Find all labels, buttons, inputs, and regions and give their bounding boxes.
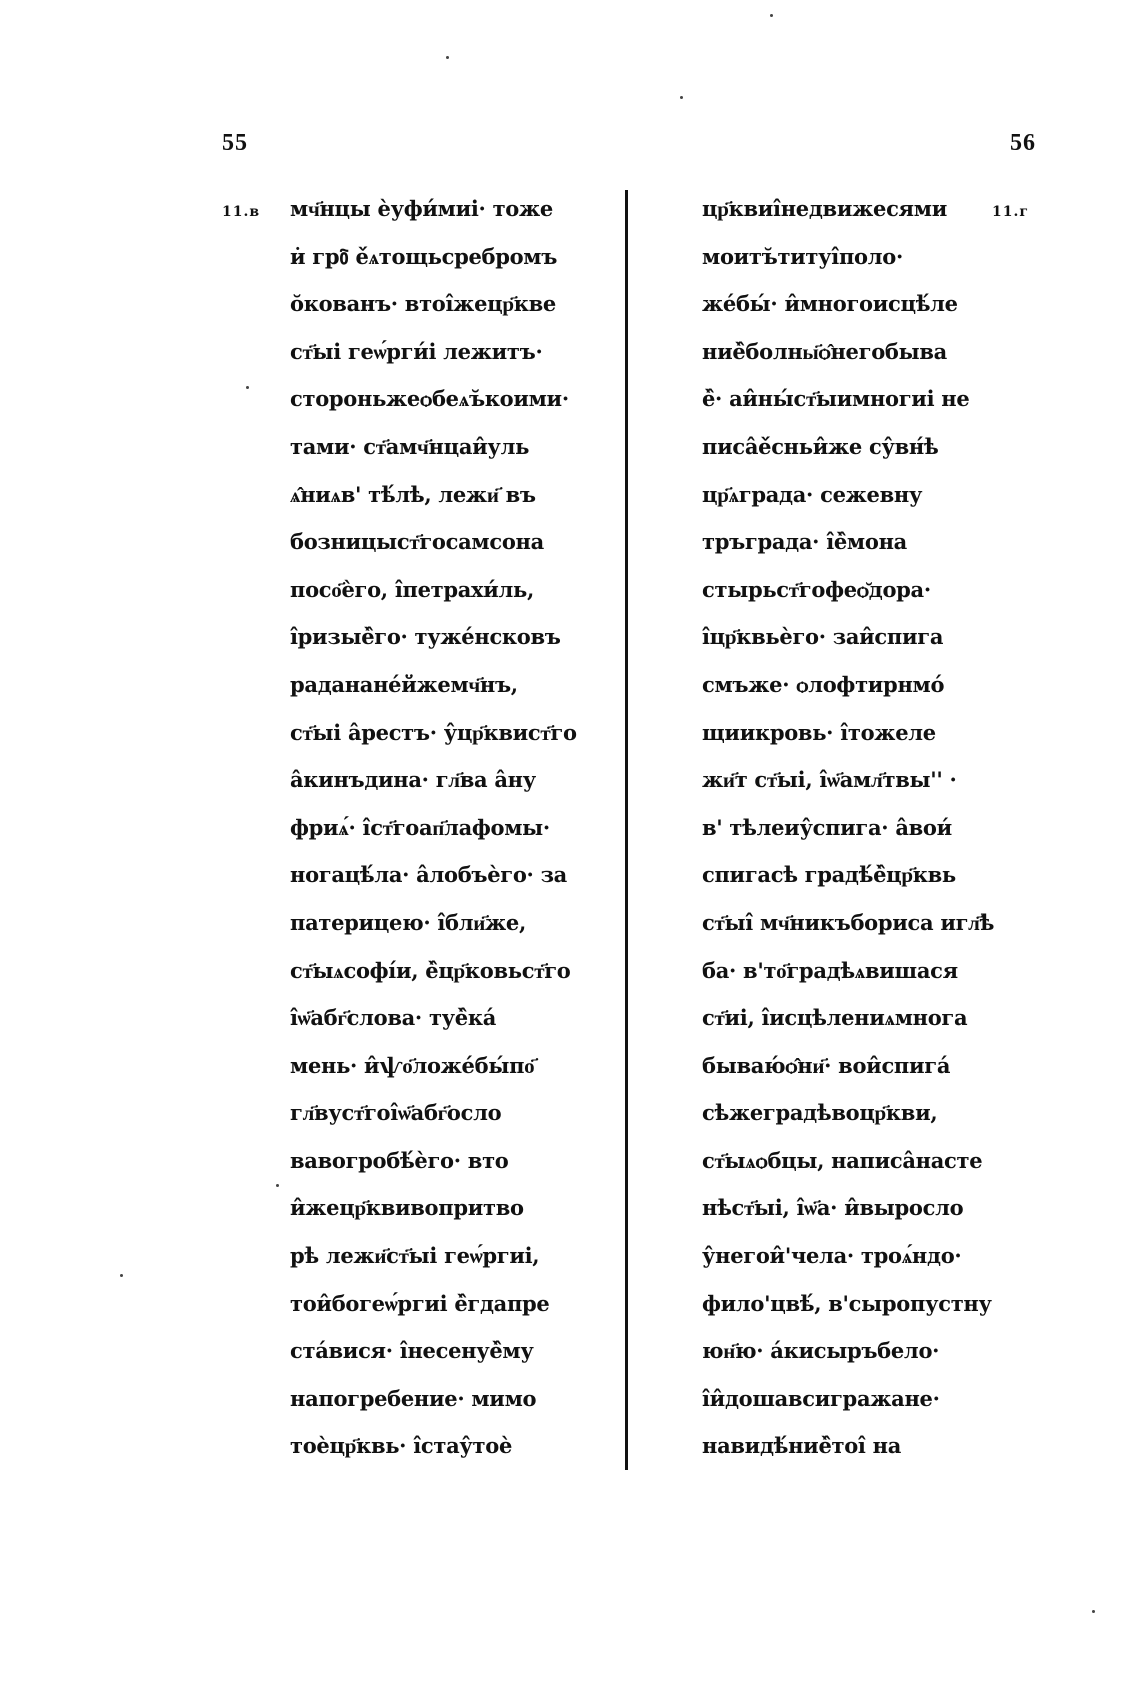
text-line: тръграда· і̂ѐ̂мона: [702, 529, 907, 555]
text-line: мч҃нцы ѐуфи́миі· тоже: [290, 196, 553, 221]
text-line: ста́вися· і̂несенуѐ̂му: [290, 1338, 534, 1364]
text-line: спигасѣ градѣ́ѐ̂цр҃квь: [702, 862, 956, 888]
text-line: ст҃ыѧсофі́и, ѐ̂цр҃ковьст҃го: [290, 957, 571, 983]
text-line: же́бы́· и̂многоисцѣ́ле: [702, 291, 958, 317]
text-line: ст҃ыі̂ мч҃никъбориса игл҃ѣ: [702, 909, 995, 935]
text-line: и̂жецр҃квивопритво: [290, 1195, 524, 1221]
text-line: фриѧ́· і̂ст҃гоап҃лафомы·: [290, 814, 550, 840]
text-line: ѐ̂· аи̂ны́ст҃ыимногиі не: [702, 386, 970, 412]
text-line: нѣст҃ыі, і̂ѡ҃а· и̂вырослo: [702, 1195, 964, 1221]
text-line: фило'цвѣ́, в'сыропустну: [702, 1290, 992, 1316]
text-line: жи҃т ст҃ыі, і̂ѡ҃амл҃твы'' ·: [702, 767, 957, 793]
text-line: ниѐ̂болны҃ѻ̂негобыва: [702, 338, 947, 364]
text-line: посо҃ѐго, і̂петрахи́ль,: [290, 576, 535, 602]
text-line: і̂и̂дошавсигражане·: [702, 1385, 940, 1411]
text-line: цр҃квиі̂недвижесями: [702, 196, 947, 221]
folio-mark-left: 11.в: [222, 204, 261, 220]
text-line: бываю́ѻ̂ни҃· вои̂спига́: [702, 1052, 951, 1078]
text-line: і̂ѡ҃абг҃слова· туѐ̂ка́: [290, 1005, 497, 1031]
text-line: юн҃ю· а́кисыръбело·: [702, 1338, 940, 1364]
left-text-column: [290, 194, 610, 1479]
text-line: рѣ лежи҃ст҃ыі геѡ́ргиі,: [290, 1243, 540, 1269]
text-line: и̇ грᲂ҇ ѐ́ѧтощьсребромъ: [290, 243, 558, 269]
text-line: ѧ̂ниѧв' тѣ́лѣ, лежи҃ въ: [290, 481, 536, 507]
text-line: ба· в'то҃градѣѧвишася: [702, 957, 958, 983]
text-line: і̂ризыѐ̂го· туже́нсковъ: [290, 624, 561, 650]
page-number-left: 55: [222, 130, 248, 156]
text-line: стырьст҃гофеѻ̆дора·: [702, 576, 931, 602]
text-line: в' тѣлеиу̂спига· а̂вои́: [702, 814, 952, 840]
right-text-column: [702, 194, 1002, 1479]
text-line: ногацѣ́ла· а̂лобъѐго· за: [290, 862, 567, 888]
text-line: моитъ̆титуі̂поло·: [702, 243, 903, 269]
folio-mark-right: 11.г: [992, 204, 1029, 220]
text-line: мень· и̂ѱо҃ложе́бы́по҃: [290, 1052, 535, 1078]
text-line: ст҃ыі а̂рестъ· у̂цр҃квист҃го: [290, 719, 577, 745]
scan-speck: [1092, 1610, 1095, 1613]
text-line: тои̂богеѡ́ргиі ѐ̂гдапре: [290, 1290, 550, 1316]
text-line: о̆кованъ· втоі̂жецр҃кве: [290, 291, 556, 317]
column-divider: [625, 190, 628, 1470]
text-line: гл҃вуст҃гоі̂ѡ҃абг҃осло: [290, 1100, 502, 1126]
text-line: вавогробѣ́ѐго· вто: [290, 1147, 509, 1173]
text-line: цр҃ѧграда· сежевну: [702, 481, 923, 507]
text-line: навидѣ́ниѐ̂тоі̂ на: [702, 1433, 901, 1459]
text-line: писа̂ѐ́сньи̂же су̂вн́ѣ: [702, 433, 939, 459]
text-line: тоѐцр҃квь· і̂стау̂тоѐ: [290, 1433, 513, 1459]
text-line: а̂кинъдина· гл҃ва а̂ну: [290, 767, 536, 793]
text-line: ст҃иі, і̂исцѣлениѧмнога: [702, 1005, 968, 1031]
text-line: напогребение· мимо: [290, 1385, 537, 1411]
text-line: смъже· ѻлофтирнмо́: [702, 671, 945, 697]
text-line: патерицею· і̂бли҃же,: [290, 909, 527, 935]
text-line: щиикровь· і̂тожеле: [702, 719, 936, 745]
scan-speck: [770, 14, 773, 17]
scan-speck: [446, 56, 449, 59]
text-line: сѣжеградѣвоцр҃кви,: [702, 1100, 938, 1126]
page-number-right: 56: [1010, 130, 1036, 156]
text-line: стороньжеѻбеѧъ̆коими·: [290, 386, 569, 412]
scan-speck: [246, 386, 249, 389]
scan-speck: [680, 96, 683, 99]
text-line: і̂цр҃квьѐго· заи̂спига: [702, 624, 944, 650]
text-line: раданане́йжемч҃нъ,: [290, 671, 518, 697]
scan-speck: [276, 1184, 279, 1187]
text-line: ст҃ыі геѡ́рги́і лежитъ·: [290, 338, 543, 364]
text-line: ст҃ыѧѻбцы, написа̂насте: [702, 1147, 983, 1173]
text-line: у̂негои̂'чела· троѧ́ндо·: [702, 1243, 962, 1269]
text-line: тами· ст҃амч҃нцаи̂уль: [290, 433, 530, 459]
text-line: бозницыст҃госамсона: [290, 529, 544, 555]
scan-speck: [120, 1274, 123, 1277]
